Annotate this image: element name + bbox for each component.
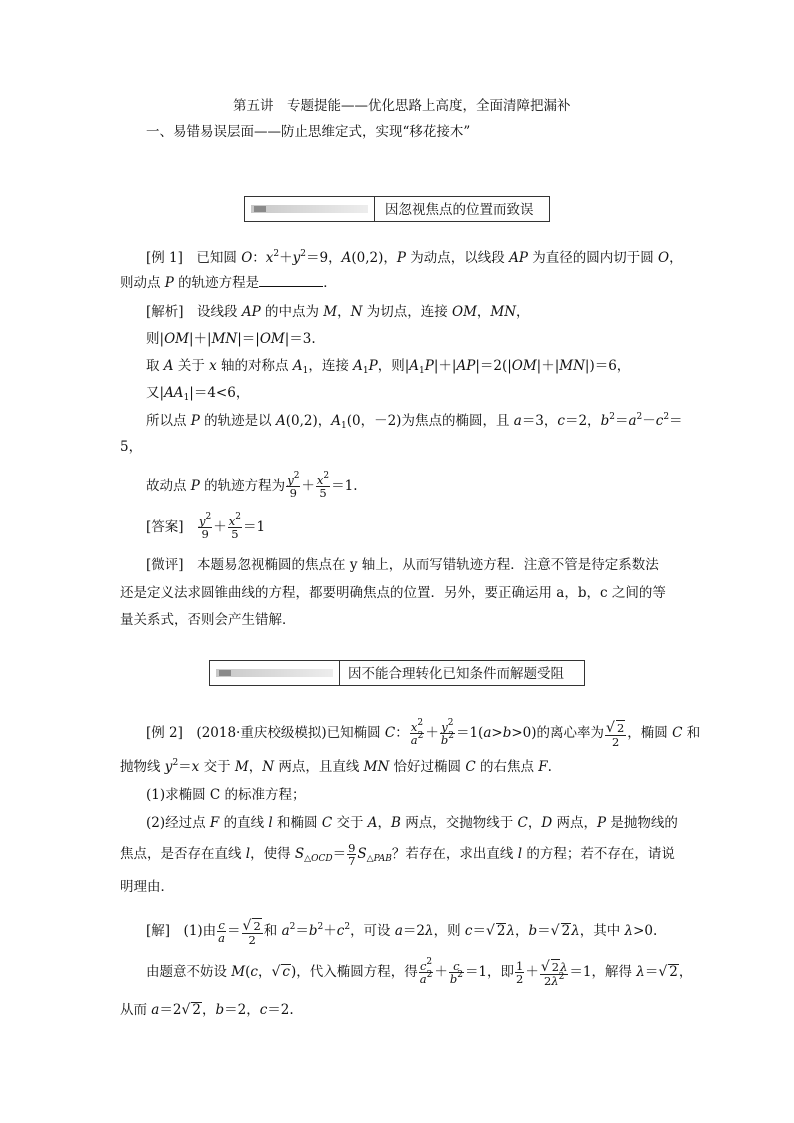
solution-line-3: 从而 a＝2√ 2，b＝2，c＝2. — [120, 1002, 294, 1018]
example-2-problem: [例 2] (2018·重庆校级模拟)已知椭圆 C： $\frac{x^2}{a^2}$ ＋ $\frac{y^2}{b^2}$ ＝1(a>b>0)的离心率为 $\frac{√ 2}{2}$ ，椭圆 C 和 — [146, 718, 701, 749]
banner-decoration — [245, 197, 375, 221]
question-2: (2)经过点 F 的直线 l 和椭圆 C 交于 A，B 两点，交抛物线于 C，D 两点，P 是抛物线的 — [146, 815, 678, 831]
topic-banner-2 — [209, 660, 585, 686]
question-2-cont: 焦点，是否存在直线 l，使得 $S_{\triangle OCD}=$ $\frac{9}{7}$ $S_{\triangle PAB}$？若存在，求出直线 l 的方程；若不存在，请说 — [120, 841, 675, 868]
analysis-tag: [解析] — [146, 304, 184, 320]
answer-blank — [259, 273, 323, 287]
comment-tag: [微评] — [146, 557, 184, 573]
comment-line-3: 量关系式，否则会产生错解． — [120, 612, 296, 628]
analysis-line-4: 又$|AA_1|=4<6$， — [146, 385, 250, 403]
question-2-tail: 明理由． — [120, 879, 174, 895]
example-1-problem: [例 1] 已知圆 O：$x^2+y^2=9$，A(0,2)，P 为动点，以线段 AP 为直径的圆内切于圆 O， — [146, 249, 683, 266]
comment-line-2: 还是定义法求圆锥曲线的方程，都要明确焦点的位置．另外，要正确运用 a，b，c 之间的等 — [120, 585, 666, 601]
answer-tag: [答案] — [146, 519, 184, 535]
comment-line-1 — [146, 555, 659, 575]
analysis-line-3: 取 A 关于 x 轴的对称点 $A_1$，连接 $A_1P$，则$|A_1P|+|AP|=2(|OM|+|MN|)=6$， — [146, 358, 631, 376]
page-title: 第五讲 专题提能——优化思路上高度，全面清障把漏补 — [233, 98, 571, 114]
solution-line-1: [解] (1)由 $\frac{c}{a}$ ＝ $\frac{√ 2}{2}$ 和 $a^2=b^2+c^2$，可设 a＝2λ，则 c＝√ 2λ，b＝√ 2λ，其中 λ>0. — [146, 917, 658, 947]
topic-banner-1 — [244, 196, 550, 222]
example-2-source: (2018·重庆校级模拟) — [196, 725, 327, 741]
example-1-problem-cont: 则动点 P 的轨迹方程是 ． — [120, 275, 337, 291]
comment-text-1: 本题易忽视椭圆的焦点在 y 轴上，从而写错轨迹方程．注意不管是待定系数法 — [197, 557, 659, 573]
question-1: (1)求椭圆 C 的标准方程； — [146, 787, 306, 803]
solution-tag: [解] — [146, 923, 171, 939]
example-2-tag: [例 2] — [146, 725, 183, 741]
banner-1-text: 因忽视焦点的位置而致误 — [385, 202, 534, 218]
example-2-problem-cont: 抛物线 $y^2=x$ 交于 M，N 两点，且直线 MN 恰好过椭圆 C 的右焦点 F. — [120, 758, 552, 775]
example-1-tag: [例 1] — [146, 250, 183, 266]
analysis-line-6: 5， — [120, 439, 143, 455]
analysis-line-2: 则|OM|＋|MN|＝|OM|＝3. — [146, 331, 316, 347]
solution-line-2: 由题意不妨设 M(c，√ c)，代入椭圆方程，得 $\frac{c^2}{a^2}$ ＋ $\frac{c}{b^2}$ ＝1，即 $\frac{1}{2}$ ＋ $\frac{√ 2\lambda}{2\lambda^2}$ ＝1，解得 λ＝√ 2， — [146, 957, 693, 988]
section-heading: 一、易错易误层面——防止思维定式，实现“移花接木” — [146, 124, 471, 140]
answer-line: [答案] $\frac{y^2}{9}$ ＋ $\frac{x^2}{5}$ ＝1 — [146, 512, 266, 541]
analysis-line-5: 所以点 P 的轨迹是以 A(0,2)，$A_1(0$，－2)为焦点的椭圆，且 a＝3，c＝2，$b^2=a^2-c^2=$ — [146, 412, 683, 431]
banner-decoration — [210, 661, 340, 685]
analysis-line-7: 故动点 P 的轨迹方程为 $\frac{y^2}{9}$ ＋ $\frac{x^2}{5}$ ＝1. — [146, 471, 358, 500]
banner-2-text: 因不能合理转化已知条件而解题受阻 — [348, 666, 564, 682]
analysis-line-1: [解析] 设线段 AP 的中点为 M，N 为切点，连接 OM，MN， — [146, 304, 530, 320]
